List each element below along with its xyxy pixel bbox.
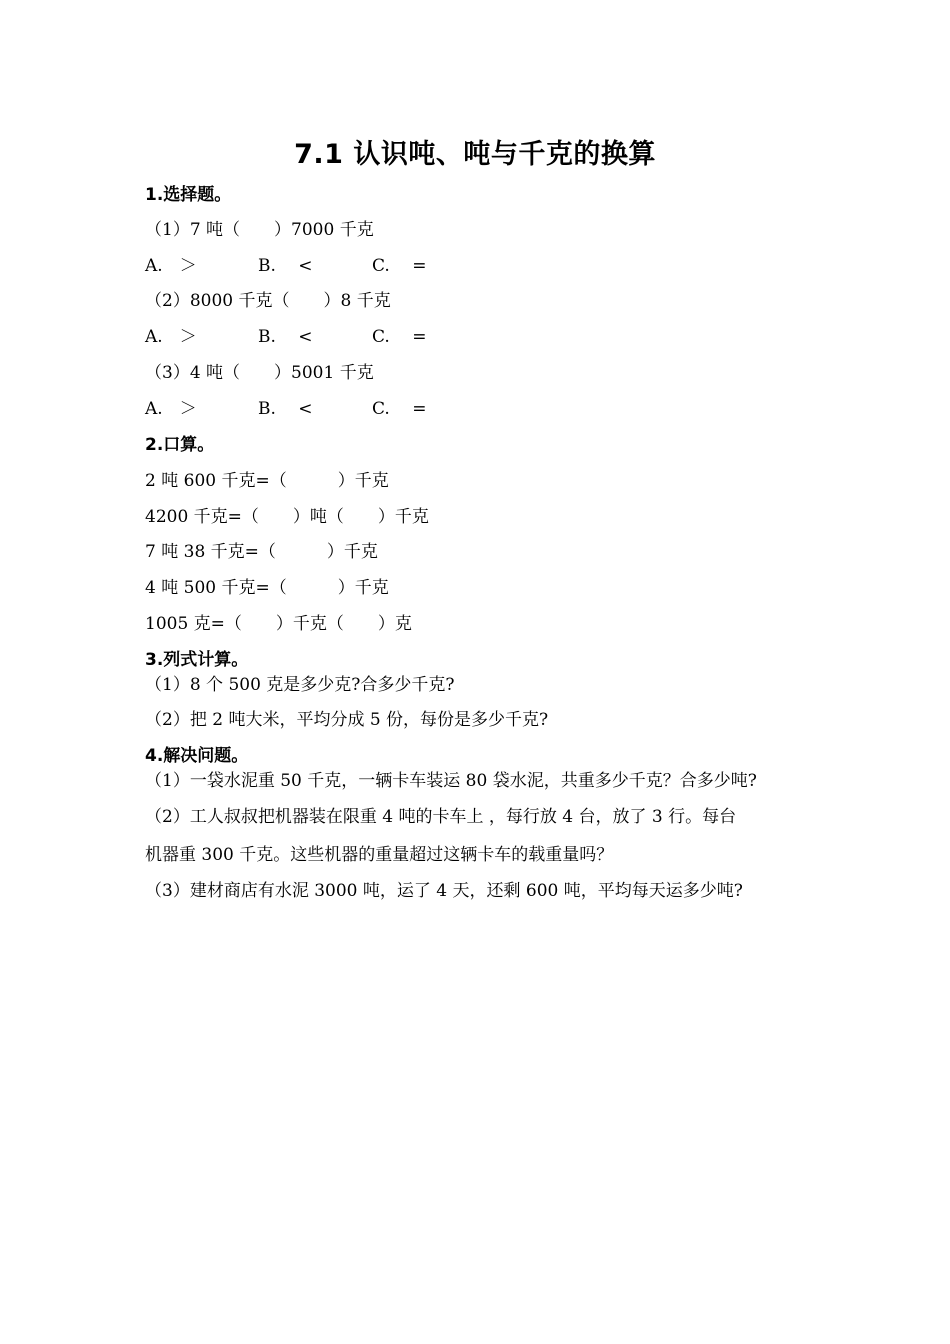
question-1-2: （2）8000 千克（ ）8 千克	[145, 291, 391, 311]
question-1-3: （3）4 吨（ ）5001 千克	[145, 363, 374, 383]
calculation-item-2: （2）把 2 吨大米，平均分成 5 份，每份是多少千克?	[145, 710, 549, 730]
mental-math-item-2: 4200 千克=（ ）吨（ ）千克	[145, 507, 429, 527]
question-1-1-option-a: A. ＞	[145, 256, 197, 276]
word-problem-2-line-2: 机器重 300 千克。这些机器的重量超过这辆卡车的载重量吗？	[145, 845, 614, 865]
question-1-1-option-c: C. =	[372, 256, 427, 276]
section-4-heading: 4.解决问题。	[145, 746, 249, 766]
mental-math-item-4: 4 吨 500 千克=（ ）千克	[145, 578, 389, 598]
word-problem-2-line-1: （2）工人叔叔把机器装在限重 4 吨的卡车上 ，每行放 4 台，放了 3 行。每台	[145, 807, 737, 827]
calculation-item-1: （1）8 个 500 克是多少克?合多少千克?	[145, 675, 455, 695]
question-1-3-option-c: C. =	[372, 399, 427, 419]
question-1-1: （1）7 吨（ ）7000 千克	[145, 220, 374, 240]
question-1-1-option-b: B. <	[258, 256, 313, 276]
word-problem-1: （1）一袋水泥重 50 千克，一辆卡车装运 80 袋水泥，共重多少千克？合多少吨?	[145, 771, 757, 791]
section-2-heading: 2.口算。	[145, 435, 215, 455]
section-3-heading: 3.列式计算。	[145, 650, 249, 670]
word-problem-3: （3）建材商店有水泥 3000 吨，运了 4 天，还剩 600 吨，平均每天运多少吨?	[145, 881, 743, 901]
mental-math-item-3: 7 吨 38 千克=（ ）千克	[145, 542, 378, 562]
question-1-2-option-b: B. <	[258, 327, 313, 347]
section-1-heading: 1.选择题。	[145, 185, 232, 205]
question-1-2-option-a: A. ＞	[145, 327, 197, 347]
mental-math-item-1: 2 吨 600 千克=（ ）千克	[145, 471, 389, 491]
page-title: 7.1 认识吨、吨与千克的换算	[294, 139, 656, 170]
mental-math-item-5: 1005 克=（ ）千克（ ）克	[145, 614, 412, 634]
question-1-2-option-c: C. =	[372, 327, 427, 347]
question-1-3-option-b: B. <	[258, 399, 313, 419]
question-1-3-option-a: A. ＞	[145, 399, 197, 419]
